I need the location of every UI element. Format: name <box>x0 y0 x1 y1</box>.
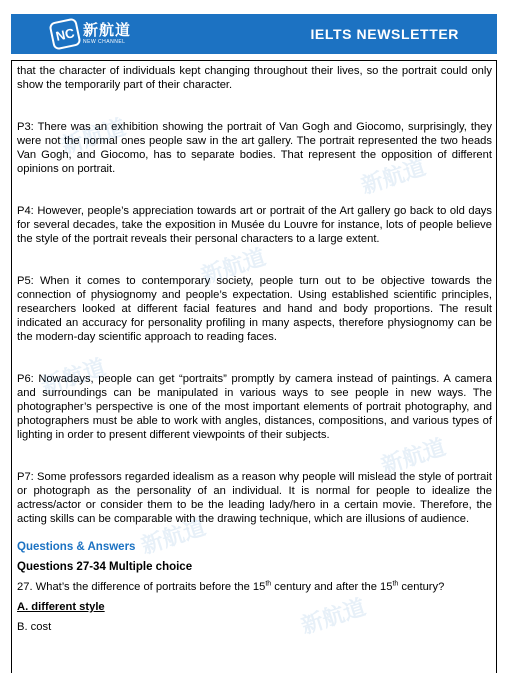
questions-heading: Questions 27-34 Multiple choice <box>17 561 193 573</box>
paragraph-p6: P6: Nowadays, people can get “portraits” promptly by camera instead of paintings. A camera and surroundings can be manipulated in various ways to see people in new ways. The photographer’s perspective is one of the most important elements of portrait photography, and photographers must be able to work with angles, distances, compositions, and various types of lighting in order to present different viewpoints of their subjects. <box>17 373 492 441</box>
watermark: 新航道 <box>358 155 429 200</box>
logo-chinese-text: 新航道 <box>83 22 132 39</box>
paragraph-p5: P5: When it comes to contemporary society, people turn out to be objective towards the connection of physiognomy and people’s expectation. Using established scientific principles, researchers looked at different facial features and hand and body proportions. The result indicated an accuracy for personality profiling in many aspects, therefore physiognomy can be the modern-day scientific approach to reading faces. <box>17 275 492 343</box>
article-body <box>11 60 497 673</box>
watermark: 新航道 <box>58 115 129 160</box>
option-b: B. cost <box>17 621 52 633</box>
watermark: 新航道 <box>298 595 369 640</box>
watermark: 新航道 <box>38 355 109 400</box>
paragraph-p7: P7: Some professors regarded idealism as a reason why people will mislead the style of portrait or photograph as the personality of an individual. It is normal for people to idealize the actress/actor or consider them to be the leading lady/hero in a certain movie. Therefore, the acting skills can be comparable with the drawing technique, which are illusions of audience. <box>17 471 492 525</box>
logo-icon: NC <box>48 17 81 50</box>
newsletter-title: IELTS NEWSLETTER <box>310 26 459 42</box>
qa-section-title: Questions & Answers <box>17 541 136 553</box>
question-27: 27. What’s the difference of portraits before the 15th century and after the 15th century? <box>17 580 445 593</box>
newsletter-header <box>11 14 497 54</box>
new-channel-logo <box>51 20 131 48</box>
paragraph-p4: P4: However, people’s appreciation towards art or portrait of the Art gallery go back to old days for several decades, take the exposition in Musée du Louvre for instance, lots of people believe the style of the portrait reveals their personal characters to a large extent. <box>17 205 492 245</box>
paragraph-p3: P3: There was an exhibition showing the portrait of Van Gogh and Giocomo, surprisingly, they were not the normal ones people saw in the art gallery. The portrait represented the two heads Van Gogh, and Giocomo, has to separate bodies. That represent the opposition of different opinions on portrait. <box>17 121 492 175</box>
logo-english-text: NEW CHANNEL <box>83 39 126 45</box>
paragraph-continued: that the character of individuals kept changing throughout their lives, so the portrait could only show the temporarily part of their character. <box>17 65 492 91</box>
watermark: 新航道 <box>198 245 269 290</box>
option-a: A. different style <box>17 601 105 613</box>
watermark: 新航道 <box>378 435 449 480</box>
watermark: 新航道 <box>138 515 209 560</box>
